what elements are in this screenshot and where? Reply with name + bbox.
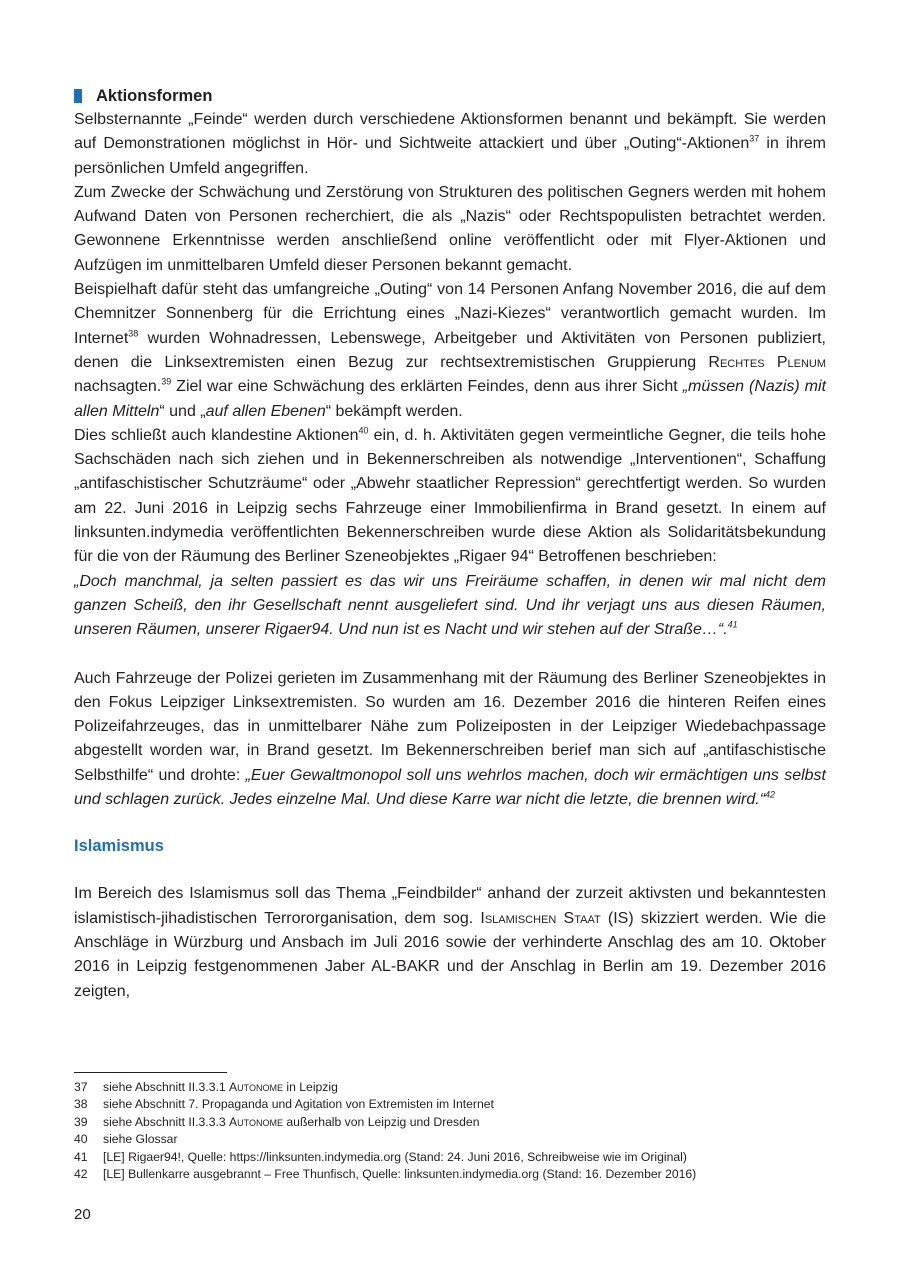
footnote-ref[interactable]: 39 <box>161 376 172 387</box>
organization-name: Rechtes Plenum <box>708 353 827 371</box>
text: wurden Wohnadressen, Lebenswege, Arbeitgeber und Aktivitäten von Personen publiziert, denen die Linksextremisten einen Bezug zur rechtsextremistischen Gruppierung <box>74 329 826 371</box>
footnote-number: 40 <box>74 1132 88 1147</box>
paragraph-4 <box>74 424 826 570</box>
quote: „Doch manchmal, ja selten passiert es das wir uns Freiräume schaffen, in denen wir mal nicht dem ganzen Scheiß, den ihr Gesellschaft nennt ausgeliefert sind. Und ihr verjagt uns aus diesen Räumen, unseren Räumen, unserer Rigaer94. Und nun ist es Nacht und wir stehen auf der Straße…“. <box>74 572 826 639</box>
footnote-number: 37 <box>74 1080 88 1094</box>
text: siehe Abschnitt 7. Propaganda und Agitation von Extremisten im Internet <box>103 1097 494 1112</box>
text: Ziel war eine Schwächung des erklärten Feindes, denn aus ihrer Sicht <box>171 378 683 396</box>
subsection-heading <box>74 84 826 108</box>
footnote-number: 41 <box>74 1149 88 1164</box>
footnote-41 <box>74 1149 826 1166</box>
text: “ bekämpft werden. <box>325 402 463 420</box>
text: Beispielhaft dafür steht das umfangreiche „Outing“ von 14 Personen Anfang November 2016, die auf dem Chemnitzer Sonnenberg für die Errichtung eines „Nazi-Kiezes“ verantwortlich gemacht wurden. Im Internet <box>74 281 826 347</box>
footnotes <box>74 1072 826 1183</box>
text: Dies schließt auch klandestine Aktionen <box>74 426 359 444</box>
footnote-ref[interactable]: 41 <box>727 619 738 630</box>
footnote-42 <box>74 1166 826 1183</box>
paragraph-5 <box>74 667 826 813</box>
text: [LE] Rigaer94!, Quelle: https://linksunten.indymedia.org (Stand: 24. Juni 2016, Schreibweise wie im Original) <box>103 1149 687 1164</box>
text: siehe Abschnitt II.3.3.1 <box>103 1080 230 1094</box>
text: in Leipzig <box>283 1080 338 1094</box>
paragraph-3 <box>74 278 826 424</box>
text: Selbsternannte „Feinde“ werden durch verschiedene Aktionsformen benannt und bekämpft. Sie werden auf Demonstrationen möglichst in Hör- und Sichtweite attackiert und über „Outing“-Aktionen <box>74 111 826 153</box>
footnote-text <box>103 1131 178 1148</box>
footnote-ref[interactable]: 40 <box>358 425 369 436</box>
subsection-title: Aktionsformen <box>96 87 213 105</box>
text: ein, d. h. Aktivitäten gegen vermeintliche Gegner, die teils hohe Sachschäden nach sich ziehen und in Bekennerschreiben als notwendige „Interventionen“, Schaffung „antifaschistischer Schutzräume“ oder „Abwehr staatlicher Repression“ gerechtfertigt werden. So wurden am 22. Juni 2016 in Leipzig sechs Fahrzeuge einer Immobilienfirma in Brand gesetzt. In einem auf linksunten.indymedia veröffentlichten Bekennerschreiben wurde diese Aktion als Solidaritätsbekundung für die von der Räumung des Berliner Szeneobjektes „Rigaer 94“ Betroffenen beschrieben: <box>74 426 827 566</box>
footnote-text <box>103 1149 687 1166</box>
organization-name: Autonome <box>229 1080 283 1094</box>
footnote-37 <box>74 1079 826 1096</box>
footnote-text <box>103 1166 696 1183</box>
text: siehe Abschnitt II.3.3.3 <box>103 1114 230 1129</box>
text: in ihrem persönlichen Umfeld angegriffen. <box>74 135 826 177</box>
footnote-ref[interactable]: 38 <box>128 328 139 339</box>
quote: „müssen (Nazis) mit allen Mitteln <box>74 378 827 420</box>
footnote-40 <box>74 1131 826 1148</box>
footnote-38 <box>74 1096 826 1113</box>
text: außerhalb von Leipzig und Dresden <box>283 1114 480 1129</box>
footnote-ref[interactable]: 37 <box>749 133 760 144</box>
footnote-text <box>103 1096 494 1113</box>
organization-name: Autonome <box>229 1114 283 1129</box>
paragraph-2: Zum Zwecke der Schwächung und Zerstörung von Strukturen des politischen Gegners werden mit hohem Aufwand Daten von Personen recherchiert, die als „Nazis“ oder Rechtspopulisten betrachtet werden. Gewonnene Erkenntnisse werden anschließend online veröffentlicht oder mit Flyer-Aktionen und Aufzügen im unmittelbaren Umfeld dieser Personen bekannt gemacht. <box>74 183 826 274</box>
text: Im Bereich des Islamismus soll das Thema „Feindbilder“ anhand der zurzeit aktivsten und bekanntesten islamistisch-jihadistischen Terrororganisation, dem sog. <box>74 885 826 927</box>
footnote-number: 42 <box>74 1167 88 1182</box>
block-quote <box>74 570 826 643</box>
text: “ und „ <box>159 402 206 420</box>
quote: auf allen Ebenen <box>205 402 326 420</box>
organization-name: Islamischen Staat <box>480 909 601 927</box>
paragraph-islamismus <box>74 882 826 1003</box>
footnote-divider <box>74 1072 227 1073</box>
section-title: Islamismus <box>74 837 164 856</box>
text: siehe Glossar <box>103 1132 178 1147</box>
page-body <box>74 84 826 1004</box>
square-bullet-icon <box>74 89 82 103</box>
text: [LE] Bullenkarre ausgebrannt – Free Thunfisch, Quelle: linksunten.indymedia.org (Stand: 16. Dezember 2016) <box>103 1167 697 1182</box>
paragraph-1 <box>74 108 826 181</box>
text: nachsagten. <box>74 378 162 396</box>
quote: „Euer Gewaltmonopol soll uns wehrlos machen, doch wir ermächtigen uns selbst und schlagen zurück. Jedes einzelne Mal. Und diese Karre war nicht die letzte, die brennen wird.“ <box>74 766 826 809</box>
footnote-text <box>103 1079 338 1096</box>
footnote-ref[interactable]: 42 <box>765 789 776 800</box>
footnote-number: 39 <box>74 1114 88 1129</box>
footnote-number: 38 <box>74 1097 88 1112</box>
footnote-text <box>103 1114 479 1131</box>
text: Auch Fahrzeuge der Polizei gerieten im Zusammenhang mit der Räumung des Berliner Szeneobjektes in den Fokus Leipziger Linksextremisten. So wurden am 16. Dezember 2016 die hinteren Reifen eines Polizeifahrzeuges, das in unmittelbarer Nähe zum Polizeiposten in der Leipziger Wiedebachpassage abgestellt worden war, in Brand gesetzt. Im Bekennerschreiben berief man sich auf „antifaschistische Selbsthilfe“ und drohte: <box>74 669 826 784</box>
footnote-39 <box>74 1114 826 1131</box>
text: (IS) skizziert werden. Wie die Anschläge in Würzburg und Ansbach im Juli 2016 sowie der verhinderte Anschlag des am 10. Oktober 2016 in Leipzig festgenommenen Jaber AL-BAKR und der Anschlag in Berlin am 19. Dezember 2016 zeigten, <box>74 909 827 1000</box>
page-number: 20 <box>74 1206 91 1223</box>
